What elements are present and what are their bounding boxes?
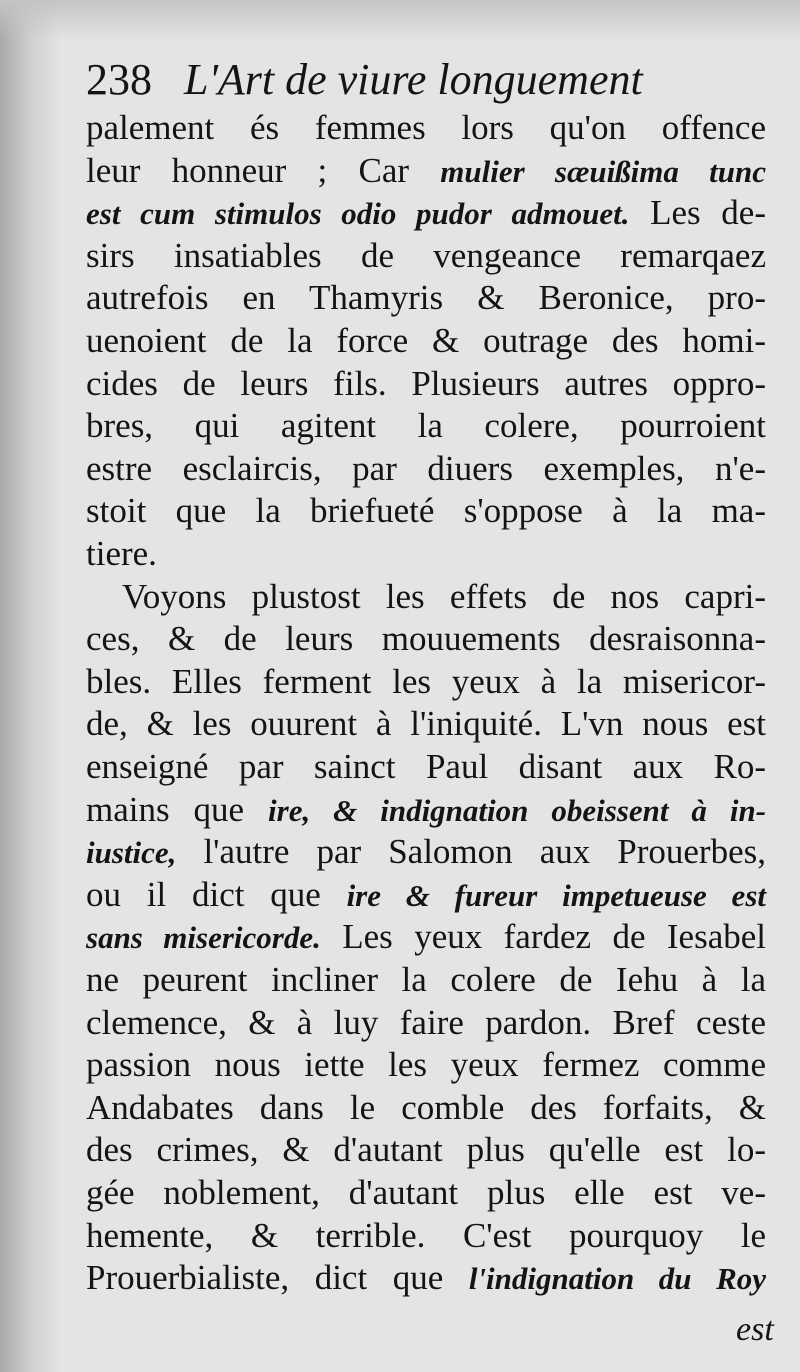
italic-text: ire & fureur impetueuse est bbox=[346, 877, 766, 913]
roman-text: des crimes, & d'autant plus qu'elle est lo- bbox=[86, 1130, 766, 1170]
top-edge-shadow bbox=[0, 0, 800, 40]
running-title: L'Art de viure longuement bbox=[184, 55, 643, 104]
text-line bbox=[86, 873, 766, 918]
text-line bbox=[86, 362, 766, 406]
italic-text: ire, & indignation obeissent à in- bbox=[268, 792, 767, 828]
text-line bbox=[86, 319, 766, 363]
text-line bbox=[86, 489, 766, 533]
gutter-shadow bbox=[0, 0, 60, 1372]
text-line bbox=[86, 404, 766, 448]
roman-text: uenoient de la force & outrage des homi- bbox=[86, 321, 766, 360]
roman-text: clemence, & à luy faire pardon. Bref ceste bbox=[86, 1002, 766, 1042]
roman-text: ces, & de leurs mouuements desraisonna- bbox=[86, 619, 766, 659]
text-line bbox=[86, 958, 766, 1002]
roman-text: autrefois en Thamyris & Beronice, pro- bbox=[86, 278, 766, 318]
text-line bbox=[86, 702, 766, 746]
roman-text: Les yeux fardez de Iesabel bbox=[320, 917, 766, 957]
roman-text: palement és femmes lors qu'on offence bbox=[86, 108, 766, 147]
roman-text: Les de- bbox=[629, 193, 766, 233]
roman-text: enseigné par sainct Paul disant aux Ro- bbox=[86, 747, 766, 786]
text-line bbox=[86, 915, 766, 960]
text-line bbox=[86, 106, 766, 150]
roman-text: sirs insatiables de vengeance remarqaez bbox=[86, 235, 766, 275]
text-line bbox=[86, 745, 766, 789]
roman-text: ne peurent incliner la colere de Iehu à la bbox=[86, 960, 766, 999]
roman-text: Voyons plustost les effets de nos capri- bbox=[122, 576, 766, 616]
roman-text: cides de leurs fils. Plusieurs autres oppro- bbox=[86, 363, 766, 403]
roman-text: tiere. bbox=[86, 534, 157, 573]
roman-text: leur honneur ; Car bbox=[86, 150, 441, 190]
text-line bbox=[86, 1214, 766, 1258]
roman-text: mains que bbox=[86, 789, 269, 829]
italic-text: est cum stimulos odio pudor admouet. bbox=[86, 196, 630, 232]
running-head bbox=[86, 52, 643, 108]
roman-text: bles. Elles ferment les yeux à la misericor- bbox=[86, 661, 766, 701]
text-line bbox=[86, 191, 766, 236]
text-line bbox=[86, 1256, 766, 1301]
text-line bbox=[86, 1001, 766, 1045]
text-line bbox=[86, 1171, 766, 1215]
text-line bbox=[86, 830, 766, 875]
italic-text: mulier sæuißima tunc bbox=[440, 153, 766, 189]
page-number: 238 bbox=[86, 55, 152, 104]
text-line bbox=[86, 276, 766, 320]
roman-text: bres, qui agitent la colere, pourroient bbox=[86, 406, 766, 446]
text-line bbox=[86, 447, 766, 491]
roman-text: l'autre par Salomon aux Prouerbes, bbox=[176, 832, 766, 872]
text-line bbox=[86, 1086, 766, 1130]
roman-text: Andabates dans le comble des forfaits, & bbox=[86, 1087, 766, 1127]
text-line bbox=[122, 575, 766, 619]
roman-text: estre esclaircis, par diuers exemples, n'e- bbox=[86, 448, 766, 488]
roman-text: ou il dict que bbox=[86, 874, 347, 914]
text-line bbox=[86, 532, 766, 576]
italic-text: iustice, bbox=[86, 835, 177, 871]
text-line bbox=[86, 788, 766, 833]
roman-text: passion nous iette les yeux fermez comme bbox=[86, 1045, 766, 1085]
text-line bbox=[86, 234, 766, 278]
italic-text: sans misericorde. bbox=[86, 920, 321, 956]
italic-text: l'indignation du Roy bbox=[468, 1261, 767, 1297]
roman-text: de, & les ouurent à l'iniquité. L'vn nous est bbox=[86, 704, 766, 744]
roman-text: Prouerbialiste, dict que bbox=[86, 1258, 469, 1298]
catchword: est bbox=[736, 1311, 774, 1348]
text-line bbox=[86, 149, 766, 194]
roman-text: gée noblement, d'autant plus elle est ve- bbox=[86, 1173, 766, 1212]
text-line bbox=[86, 1043, 766, 1087]
roman-text: hemente, & terrible. C'est pourquoy le bbox=[86, 1215, 766, 1255]
text-line bbox=[86, 617, 766, 661]
text-line bbox=[86, 1128, 766, 1172]
roman-text: stoit que la briefueté s'oppose à la ma- bbox=[86, 491, 766, 531]
text-line bbox=[86, 660, 766, 704]
